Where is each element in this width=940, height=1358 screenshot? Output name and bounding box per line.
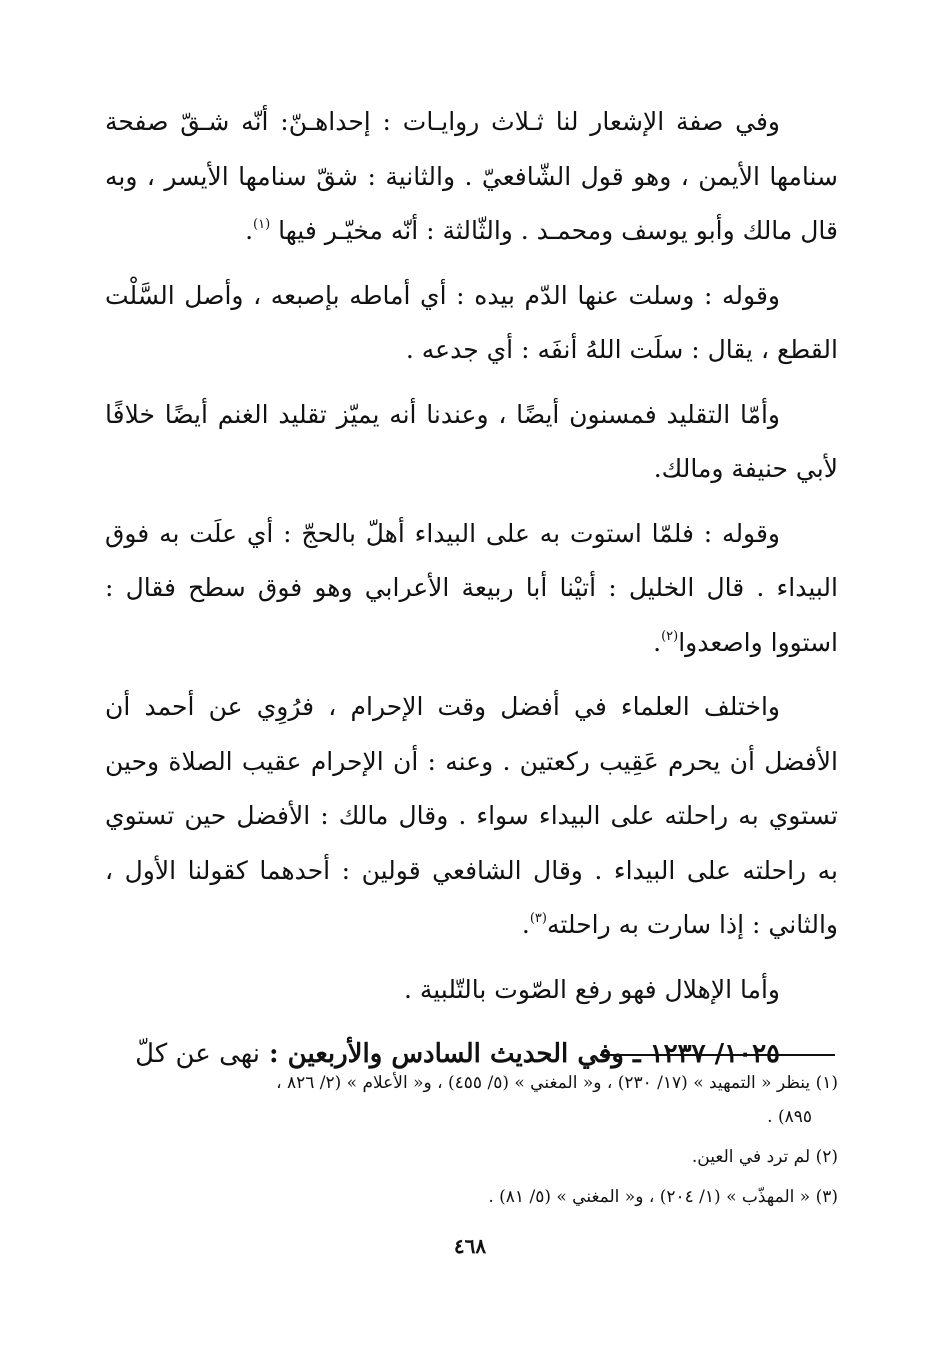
paragraph-text: وفي صفة الإشعار لنا ثـلاث روايـات : إحداهـنّ: أنّه شـقّ صفحة سنامها الأيمن ، وهو قول الشّافعيّ . والثانية : شقّ سنامها الأيسر ، وبه قال مالك وأبو يوسف ومحمـد . والثّالثة : أنّه مخيّـر فيها [105,107,838,245]
end-mark: . [521,910,530,939]
footnote-text: ينظر « التمهيد » (١٧/ ٢٣٠) ، و« المغني » (٥/ ٤٥٥) ، و« الأعلام » (٢/ ٨٢٦ ، [276,1073,811,1093]
footnotes [105,1066,838,1220]
footnote-marker: (٢) [815,1147,838,1167]
end-mark: . [653,627,662,657]
paragraph-text: واختلف العلماء في أفضل وقت الإحرام ، فرُوِي عن أحمد أن الأفضل أن يحرم عَقِيب ركعتين . وعنه : أن الإحرام عقيب الصلاة وحين تستوي به راحلته على البيداء سواء . وقال مالك : الأفضل حين تستوي به راحلته على البيداء . وقال الشافعي قولين : أحدهما كقولنا الأول ، والثاني : إذا سارت به راحلته [105,692,838,939]
footnote-item [105,1066,838,1134]
paragraph-text: وقوله : وسلت عنها الدّم بيده : أي أماطه بإصبعه ، وأصل السَّلْت القطع ، يقال : سلَت اللهُ أنفَه : أي جدعه . [105,280,838,364]
footnote-ref: (١) [253,217,271,232]
footnote-text: لم ترد في العين. [691,1147,811,1167]
footnote-item [105,1140,838,1174]
footnote-item [105,1180,838,1214]
footnote-text: « المهذّب » (١/ ٢٠٤) ، و« المغني » (٥/ ٨١) . [488,1187,811,1207]
paragraph-text: وأما الإهلال فهو رفع الصّوت بالتّلبية . [403,974,780,1004]
footnote-ref: (٢) [661,628,679,644]
paragraph-istawat [105,507,838,671]
footnote-ref: (٣) [529,911,547,926]
paragraph-ishar [105,95,838,259]
paragraph-salt [105,269,838,378]
paragraph-ihlal [105,963,838,1018]
hadith-number: ١٠٢٥/ ١٢٣٧ ـ وفي الحديث السادس والأربعين : [269,1039,780,1069]
hadith-text: نهى عن كلّ [135,1039,260,1069]
paragraph-taqlid [105,388,838,497]
footnote-continuation: ٨٩٥) . [767,1107,812,1127]
footnote-marker: (٣) [815,1187,838,1207]
paragraph-text: وقوله : فلمّا استوت به على البيداء أهلّ بالحجّ : أي علَت به فوق البيداء . قال الخليل : أتيْنا أبا ربيعة الأعرابي وهو فوق سطح فقال : استووا واصعدوا [105,518,838,657]
paragraph-text: وأمّا التقليد فمسنون أيضًا ، وعندنا أنه يميّز تقليد الغنم أيضًا خلافًا لأبي حنيفة ومالك. [105,399,838,483]
paragraph-ihram [105,680,838,953]
page-number: ٤٦٨ [453,1234,487,1258]
main-text [105,95,838,1092]
end-mark: . [245,216,254,245]
footnote-divider [600,1054,835,1056]
footnote-marker: (١) [815,1073,838,1093]
